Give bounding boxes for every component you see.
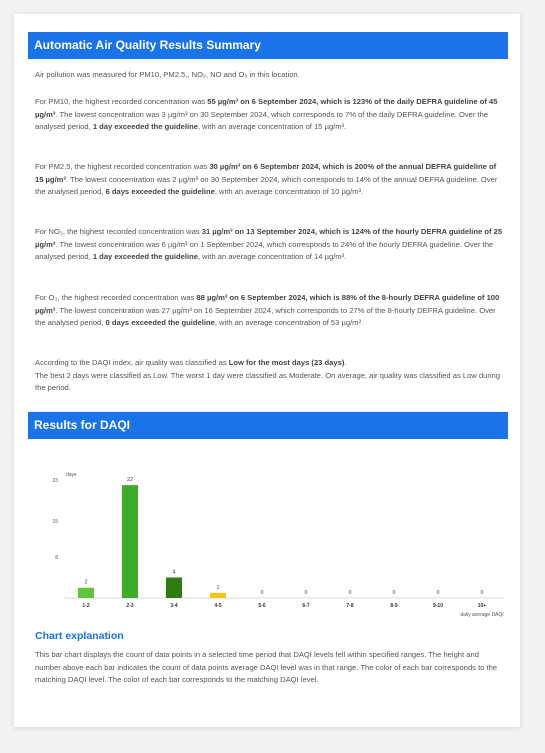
bar-2-3	[122, 485, 138, 598]
data-label-3-4: 4	[172, 569, 176, 576]
x-tick-label-10+: 10+	[477, 603, 487, 609]
bar-4-5	[210, 593, 226, 598]
daqi-chart	[34, 454, 512, 624]
x-tick-label-6-7: 6-7	[302, 603, 310, 609]
o3-paragraph: For O₃, the highest recorded concentration was 88 µg/m³ on 6 September 2024, which is 88% of the 8-hourly DEFRA guideline of 100 µg/m³. The lowest concentration was 27 µg/m³ on 16 September 2024, which corresponds to 27% of the 8-hourly DEFRA guideline. Over the analysed period, 0 days exceeded the guideline, with an average concentration of 53 µg/m³.	[35, 293, 500, 328]
summary-header: Automatic Air Quality Results Summary	[28, 32, 508, 59]
chart-explanation-title: Chart explanation	[35, 630, 124, 642]
y-axis-label: days	[66, 472, 77, 478]
x-axis-label: daily average DAQI	[460, 612, 504, 618]
data-label-10+: 0	[480, 590, 484, 596]
x-tick-label-9-10: 9-10	[432, 603, 444, 609]
daqi-paragraph: According to the DAQI index, air quality was classified as Low for the most days (23 days). The best 2 days were classified as Low. The worst 1 day were classified as Moderate. On average, air quality was classified as Low during the period.	[35, 358, 500, 393]
x-tick-label-7-8: 7-8	[346, 603, 354, 609]
data-label-4-5: 1	[216, 584, 220, 591]
intro-paragraph: Air pollution was measured for PM10, PM2.5,, NO₂, NO and O₃ in this location.	[35, 70, 300, 79]
no2-paragraph: For NO₂, the highest recorded concentration was 31 µg/m³ on 13 September 2024, which is 124% of the hourly DEFRA guideline of 25 µg/m³. The lowest concentration was 6 µg/m³ on 1 September 2024, which corresponds to 24% of the hourly DEFRA guideline. Over the analysed period, 1 day exceeded the guideline, with an average concentration of 14 µg/m³.	[35, 227, 503, 262]
y-tick-label: 23	[52, 478, 58, 484]
pm25-paragraph: For PM2.5, the highest recorded concentration was 30 µg/m³ on 6 September 2024, which is 200% of the annual DEFRA guideline of 15 µg/m³. The lowest concentration was 2 µg/m³ on 30 September 2024, which corresponds to 14% of the annual DEFRA guideline. Over the analysed period, 6 days exceeded the guideline, with an average concentration of 10 µg/m³.	[35, 162, 498, 197]
data-label-7-8: 0	[348, 590, 352, 596]
y-tick-label: 8	[55, 554, 58, 561]
data-label-8-9: 0	[392, 590, 396, 596]
results-header: Results for DAQI	[28, 412, 508, 439]
x-tick-label-4-5: 4-5	[214, 603, 222, 609]
y-tick-label: 15	[52, 519, 58, 526]
x-tick-label-2-3: 2-3	[126, 603, 134, 609]
report-page	[14, 14, 520, 727]
x-tick-label-8-9: 8-9	[390, 603, 398, 609]
daqi-bar-chart	[34, 454, 512, 624]
x-tick-label-1-2: 1-2	[82, 603, 90, 609]
x-tick-label-5-6: 5-6	[258, 603, 266, 609]
data-label-5-6: 0	[260, 590, 264, 596]
pm10-paragraph: For PM10, the highest recorded concentration was 55 µg/m³ on 6 September 2024, which is 123% of the daily DEFRA guideline of 45 µg/m³. The lowest concentration was 3 µg/m³ on 30 September 2024, which corresponds to 7% of the daily DEFRA guideline. Over the analysed period, 1 day exceeded the guideline, with an average concentration of 15 µg/m³.	[35, 97, 498, 132]
bar-3-4	[166, 577, 182, 598]
bar-1-2	[78, 588, 94, 598]
data-label-1-2: 2	[84, 579, 88, 586]
chart-explanation-text: This bar chart displays the count of data points in a selected time period that DAQI levels fell within specified ranges. The height and number above each bar indicates the count of data points average DAQI level was in that range. The color of each bar corresponds to the matching DAQI level. The color of each bar corresponds to the matching DAQI level.	[35, 650, 498, 685]
data-label-9-10: 0	[436, 590, 440, 596]
data-label-2-3: 22	[126, 477, 134, 484]
x-tick-label-3-4: 3-4	[170, 603, 178, 609]
data-label-6-7: 0	[304, 590, 308, 596]
